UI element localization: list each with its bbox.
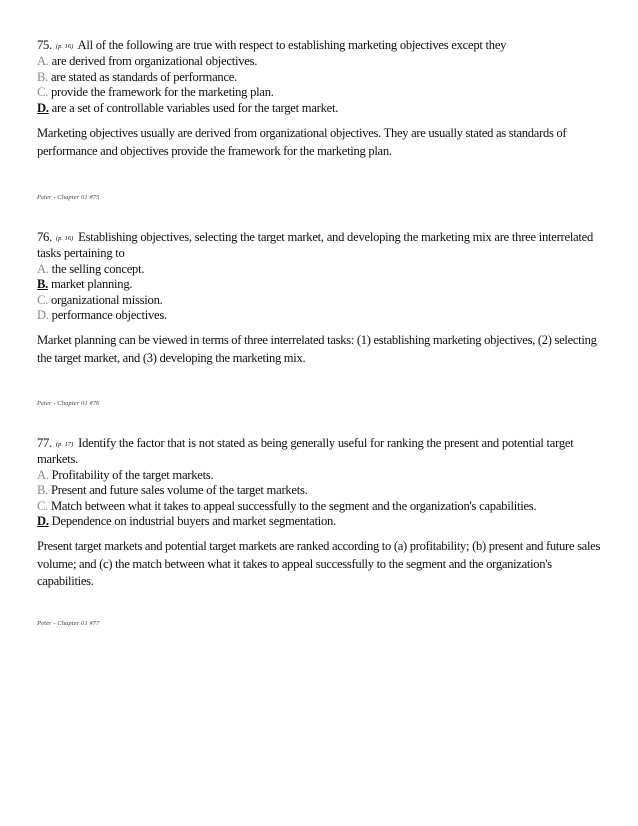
question-76 <box>37 230 607 367</box>
option-letter: A. <box>37 54 49 69</box>
question-text: Establishing objectives, selecting the target market, and developing the marketing mix are three interrelated tasks pertaining to <box>37 230 594 261</box>
answer-explanation: Marketing objectives usually are derived from organizational objectives. They are usually stated as standards of performance and objectives provide the framework for the marketing plan. <box>37 126 567 158</box>
option-text: Match between what it takes to appeal successfully to the segment and the organization's capabilities. <box>50 498 537 513</box>
page-reference: (p. 16) <box>55 235 74 242</box>
option-a <box>37 262 607 277</box>
option-b <box>37 483 607 498</box>
question-stem <box>37 230 607 262</box>
option-text: provide the framework for the marketing plan. <box>50 85 274 100</box>
source-reference: Peter - Chapter 01 #76 <box>37 400 100 407</box>
option-b-correct <box>37 277 607 292</box>
question-stem <box>37 436 607 468</box>
option-d-correct <box>37 101 607 116</box>
question-stem <box>37 38 607 54</box>
option-letter: B. <box>37 483 49 498</box>
option-letter: A. <box>37 467 49 482</box>
option-c <box>37 85 607 100</box>
option-letter: C. <box>37 85 49 100</box>
option-c <box>37 293 607 308</box>
source-reference: Peter - Chapter 01 #77 <box>37 620 100 627</box>
option-text: Present and future sales volume of the target markets. <box>50 483 308 498</box>
option-letter: B. <box>37 69 49 84</box>
option-text: are stated as standards of performance. <box>50 69 238 84</box>
option-d-correct <box>37 514 607 529</box>
page-reference: (p. 16) <box>55 43 74 50</box>
question-75 <box>37 38 607 160</box>
source-reference: Peter - Chapter 01 #75 <box>37 194 100 201</box>
option-text: market planning. <box>50 277 133 292</box>
option-c <box>37 499 607 514</box>
question-number: 76. <box>37 230 52 244</box>
option-b <box>37 70 607 85</box>
option-text: Profitability of the target markets. <box>51 467 214 482</box>
question-text: Identify the factor that is not stated as being generally useful for ranking the present and potential target markets. <box>37 436 574 467</box>
question-number: 77. <box>37 436 52 450</box>
option-text: organizational mission. <box>50 292 163 307</box>
option-letter: C. <box>37 498 49 513</box>
option-letter: A. <box>37 261 49 276</box>
answer-explanation: Present target markets and potential target markets are ranked according to (a) profitability; (b) present and future sales volume; and (c) the match between what it takes to appeal successfully to the segment and the organization's capabilities. <box>37 539 601 589</box>
option-a <box>37 468 607 483</box>
option-text: are derived from organizational objectives. <box>51 54 258 69</box>
correct-option-letter: B. <box>37 277 49 292</box>
question-text: All of the following are true with respect to establishing marketing objectives except they <box>77 38 507 52</box>
option-d <box>37 308 607 323</box>
option-letter: D. <box>37 308 49 323</box>
correct-option-letter: D. <box>37 514 49 529</box>
option-text: the selling concept. <box>51 261 145 276</box>
page-reference: (p. 17) <box>55 441 74 448</box>
question-77 <box>37 436 607 591</box>
question-number: 75. <box>37 38 52 52</box>
option-text: are a set of controllable variables used for the target market. <box>51 100 339 115</box>
correct-option-letter: D. <box>37 100 49 115</box>
answer-explanation: Market planning can be viewed in terms of three interrelated tasks: (1) establishing marketing objectives, (2) selecting the target market, and (3) developing the marketing mix. <box>37 333 597 365</box>
option-a <box>37 54 607 69</box>
option-text: performance objectives. <box>51 308 167 323</box>
option-letter: C. <box>37 292 49 307</box>
option-text: Dependence on industrial buyers and market segmentation. <box>51 514 336 529</box>
